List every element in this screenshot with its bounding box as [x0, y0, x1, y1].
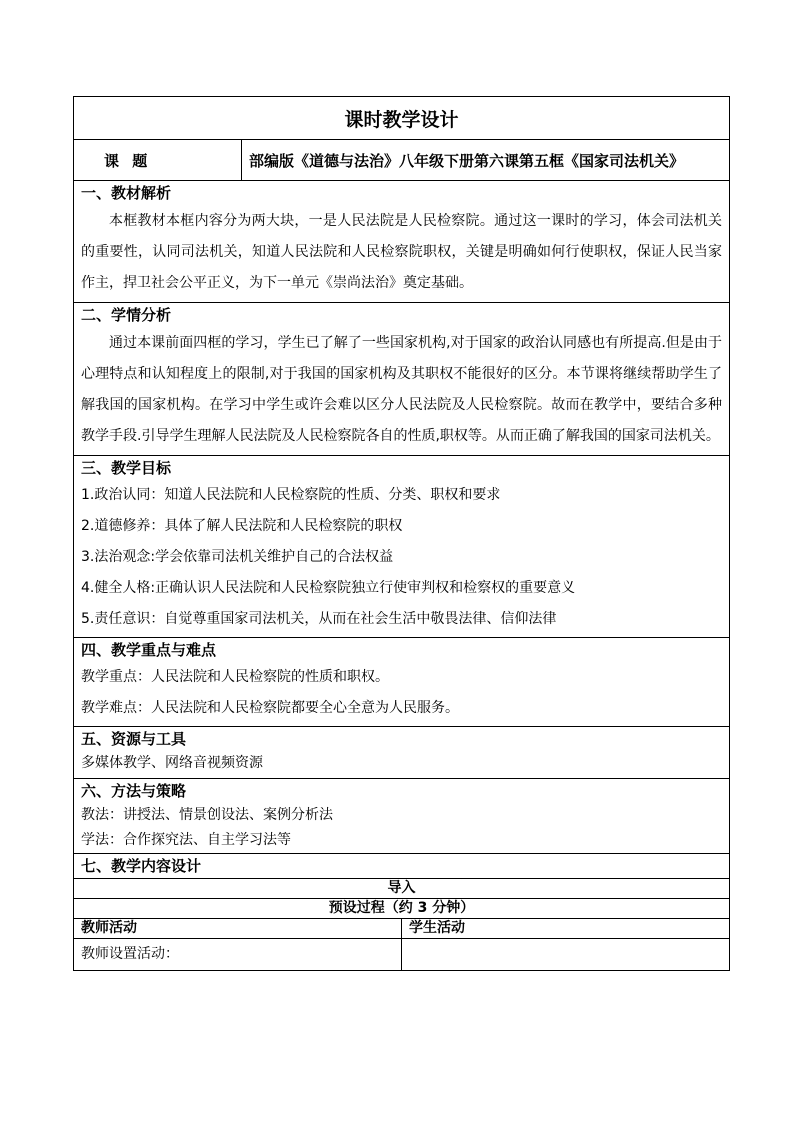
- objective-item: 3.法治观念:学会依靠司法机关维护自己的合法权益: [81, 549, 394, 565]
- title-row: [74, 97, 730, 140]
- section-key-points: [74, 638, 730, 727]
- section-objectives: [74, 456, 730, 638]
- intro-label: 导入: [74, 879, 730, 899]
- lesson-plan-table: [73, 96, 730, 971]
- section-heading: 二、学情分析: [81, 306, 172, 324]
- section-methods: [74, 779, 730, 854]
- key-point-item: 教学难点：人民法院和人民检察院都要全心全意为人民服务。: [81, 700, 459, 716]
- intro-row: [74, 879, 730, 899]
- section-heading: 四、教学重点与难点: [81, 641, 217, 659]
- section-student-analysis: [74, 303, 730, 456]
- objective-item: 2.道德修养：具体了解人民法院和人民检察院的职权: [81, 518, 403, 534]
- lesson-row: [74, 140, 730, 181]
- section-heading: 六、方法与策略: [81, 782, 187, 800]
- student-activity-header: 学生活动: [402, 919, 730, 939]
- section-heading: 五、资源与工具: [81, 730, 187, 748]
- method-item: 教法：讲授法、情景创设法、案例分析法: [81, 807, 333, 823]
- key-point-item: 教学重点：人民法院和人民检察院的性质和职权。: [81, 669, 389, 685]
- section-heading: 七、教学内容设计: [74, 854, 730, 879]
- section-content-design: [74, 854, 730, 879]
- activity-row: [74, 939, 730, 971]
- section-paragraph: 通过本课前面四框的学习，学生已了解了一些国家机构,对于国家的政治认同感也有所提高.但是由于心理特点和认知程度上的限制,对于我国的国家机构及其职权不能很好的区分。本节课将继续帮助学生了解我国的国家机构。在学习中学生或许会难以区分人民法院及人民检察院。故而在教学中，要结合多种教学手段.引导学生理解人民法院及人民检察院各自的性质,职权等。从而正确了解我国的国家司法机关。: [81, 335, 723, 444]
- objective-item: 5.责任意识：自觉尊重国家司法机关，从而在社会生活中敬畏法律、信仰法律: [81, 611, 557, 627]
- teacher-activity-cell: 教师设置活动：: [74, 939, 402, 971]
- process-row: [74, 899, 730, 919]
- section-resources: [74, 727, 730, 779]
- teacher-activity-header: 教师活动: [74, 919, 402, 939]
- resource-text: 多媒体教学、网络音视频资源: [81, 755, 263, 771]
- section-paragraph: 本框教材本框内容分为两大块，一是人民法院是人民检察院。通过这一课时的学习，体会司法机关的重要性，认同司法机关，知道人民法院和人民检察院职权，关键是明确如何行使职权，保证人民当家作主，捍卫社会公平正义，为下一单元《崇尚法治》奠定基础。: [81, 213, 723, 291]
- activity-header-row: [74, 919, 730, 939]
- lesson-value: 部编版《道德与法治》八年级下册第六课第五框《国家司法机关》: [242, 140, 730, 181]
- lesson-label: 课 题: [74, 140, 242, 181]
- section-heading: 一、教材解析: [81, 184, 172, 202]
- student-activity-cell: [402, 939, 730, 971]
- objective-item: 4.健全人格:正确认识人民法院和人民检察院独立行使审判权和检察权的重要意义: [81, 580, 576, 596]
- section-heading: 三、教学目标: [81, 459, 172, 477]
- document-title: 课时教学设计: [74, 97, 730, 140]
- lesson-plan-document: [73, 96, 729, 971]
- objective-item: 1.政治认同：知道人民法院和人民检察院的性质、分类、职权和要求: [81, 487, 501, 503]
- section-textbook-analysis: [74, 181, 730, 303]
- process-label: 预设过程（约 3 分钟）: [74, 899, 730, 919]
- method-item: 学法：合作探究法、自主学习法等: [81, 832, 291, 848]
